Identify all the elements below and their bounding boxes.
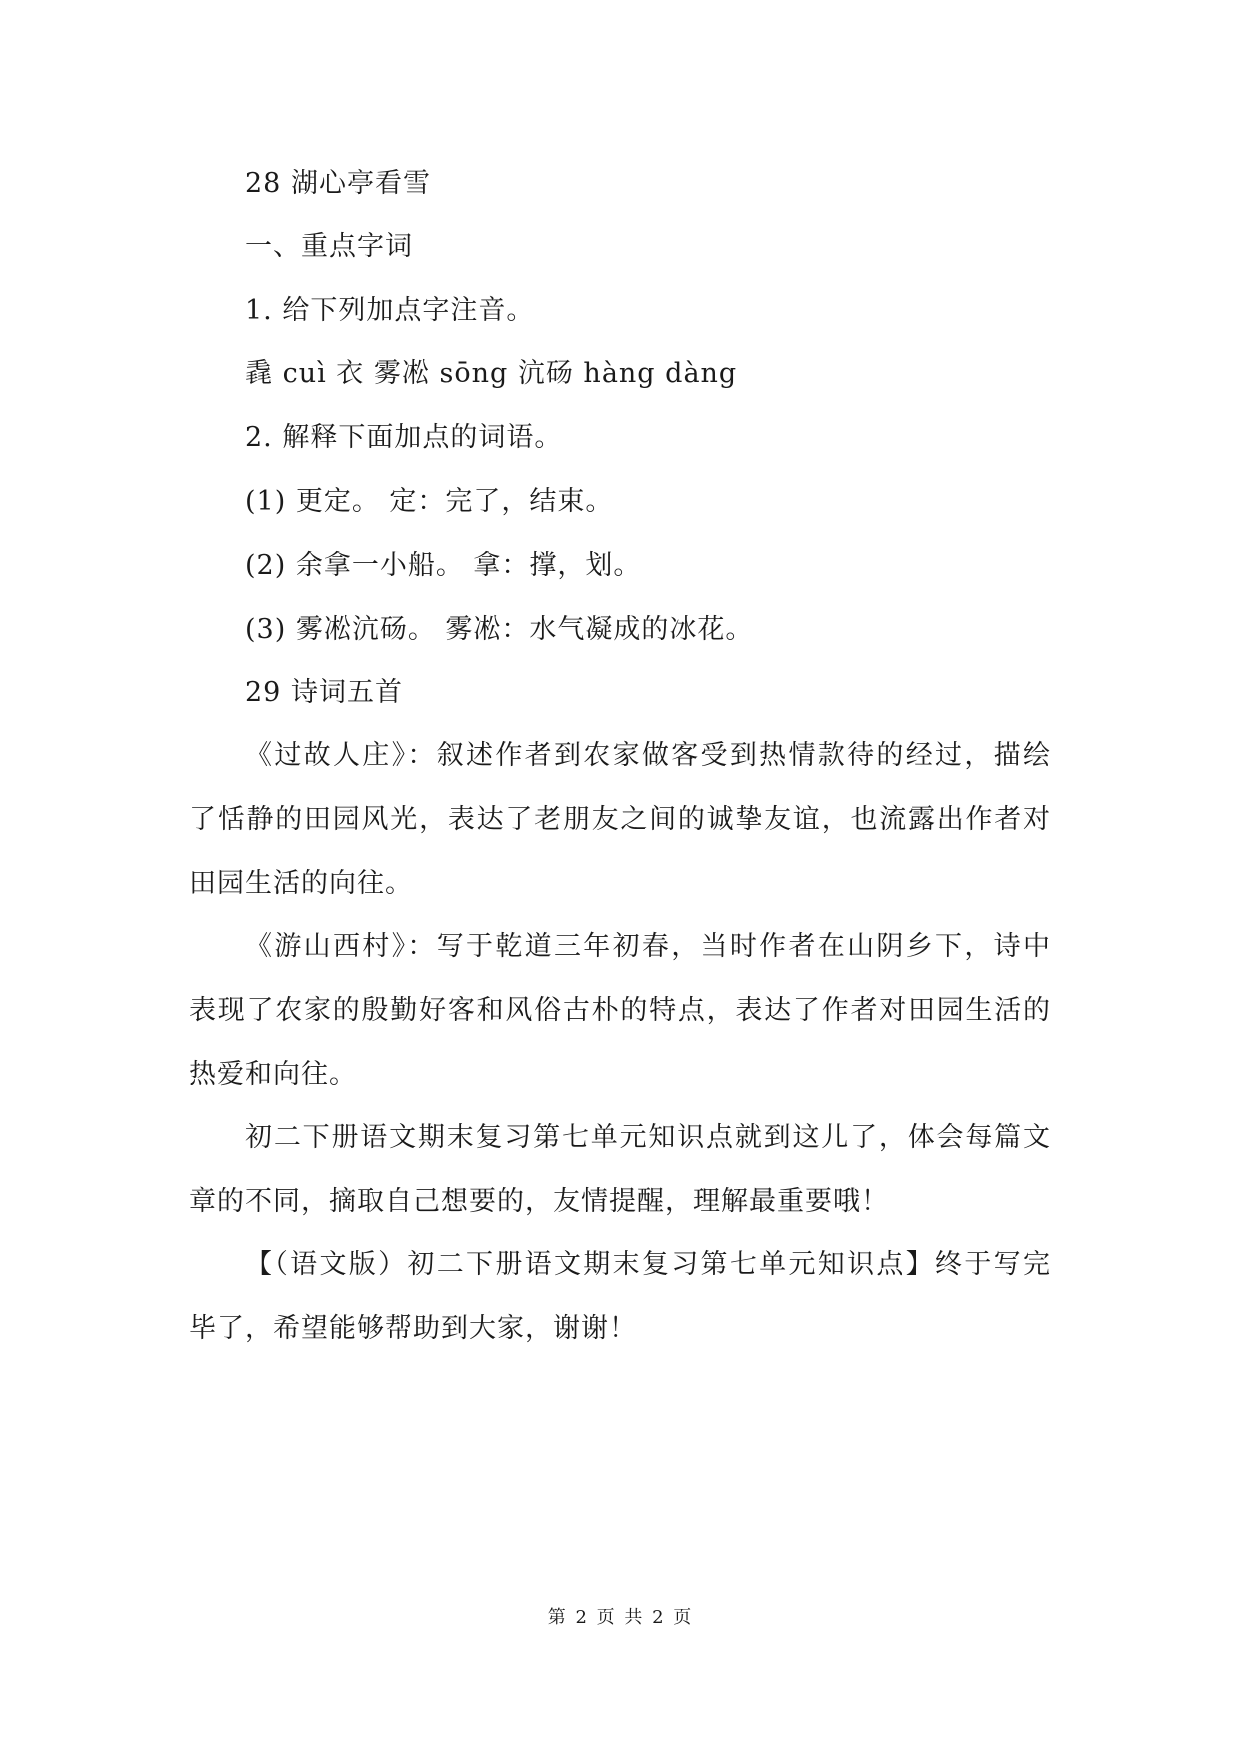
section-title-28: 28 湖心亭看雪 (245, 168, 431, 199)
question-2: 2. 解释下面加点的词语。 (245, 422, 563, 453)
pinyin-line: 毳 cuì 衣 雾凇 sōng 沆砀 hàng dàng (245, 358, 738, 389)
paragraph-guoguren-line-3: 田园生活的向往。 (189, 868, 413, 899)
paragraph-summary-line-1: 初二下册语文期末复习第七单元知识点就到这儿了，体会每篇文 (245, 1122, 1051, 1153)
paragraph-guoguren-line-1: 《过故人庄》：叙述作者到农家做客受到热情款待的经过，描绘 (245, 740, 1051, 771)
paragraph-guoguren-line-2: 了恬静的田园风光，表达了老朋友之间的诚挚友谊，也流露出作者对 (189, 804, 1051, 835)
paragraph-closing-line-1: 【（语文版）初二下册语文期末复习第七单元知识点】终于写完 (245, 1249, 1051, 1280)
paragraph-closing-line-2: 毕了，希望能够帮助到大家，谢谢！ (189, 1313, 637, 1344)
subheading-key-words: 一、重点字词 (245, 231, 413, 262)
definition-2: (2) 余拿一小船。 拿：撑，划。 (245, 550, 642, 581)
definition-3: (3) 雾凇沆砀。 雾凇：水气凝成的冰花。 (245, 614, 754, 645)
paragraph-youshanxi-line-3: 热爱和向往。 (189, 1059, 357, 1090)
paragraph-summary-line-2: 章的不同，摘取自己想要的，友情提醒，理解最重要哦！ (189, 1186, 889, 1217)
paragraph-youshanxi-line-1: 《游山西村》：写于乾道三年初春，当时作者在山阴乡下，诗中 (245, 931, 1051, 962)
paragraph-youshanxi-line-2: 表现了农家的殷勤好客和风俗古朴的特点，表达了作者对田园生活的 (189, 995, 1051, 1026)
page-footer: 第 2 页 共 2 页 (547, 1607, 694, 1628)
question-1: 1. 给下列加点字注音。 (245, 295, 535, 326)
definition-1: (1) 更定。 定：完了，结束。 (245, 486, 614, 517)
section-title-29: 29 诗词五首 (245, 677, 403, 708)
